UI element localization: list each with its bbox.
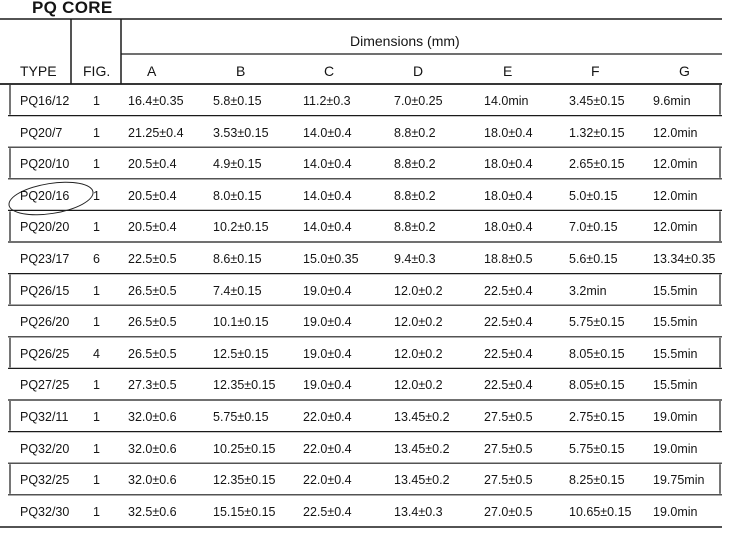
cell-type: PQ32/30 [20,504,70,519]
cell-b: 8.0±0.15 [213,188,262,203]
cell-type: PQ23/17 [20,252,70,266]
cell-f: 5.6±0.15 [569,252,618,266]
cell-g: 12.0min [653,125,698,140]
cell-f: 5.75±0.15 [569,315,625,330]
cell-fig: 1 [93,473,100,488]
cell-f: 8.05±0.15 [569,346,625,361]
column-header-e: E [503,63,513,79]
cell-d: 12.0±0.2 [394,283,443,298]
cell-c: 14.0±0.4 [303,157,352,172]
cell-c: 19.0±0.4 [303,378,352,393]
cell-b: 10.1±0.15 [213,315,269,330]
cell-b: 12.5±0.15 [213,346,269,361]
cell-type: PQ20/20 [20,220,70,235]
cell-b: 10.2±0.15 [213,220,269,235]
cell-c: 14.0±0.4 [303,125,352,140]
cell-c: 15.0±0.35 [303,252,359,266]
cell-e: 22.5±0.4 [484,315,533,330]
cell-g: 12.0min [653,188,698,203]
cell-g: 15.5min [653,378,698,393]
cell-c: 14.0±0.4 [303,220,352,235]
cell-g: 15.5min [653,283,698,298]
cell-fig: 1 [93,125,100,140]
cell-d: 8.8±0.2 [394,157,436,172]
cell-type: PQ32/11 [20,410,69,424]
cell-f: 5.0±0.15 [569,188,618,203]
column-header-a: A [147,63,157,79]
cell-fig: 1 [93,283,100,298]
cell-e: 18.0±0.4 [484,157,533,172]
cell-b: 15.15±0.15 [213,504,276,519]
cell-g: 15.5min [653,346,698,361]
cell-d: 13.45±0.2 [394,441,450,456]
cell-c: 22.0±0.4 [303,410,352,424]
cell-f: 3.45±0.15 [569,94,625,108]
cell-type: PQ16/12 [20,94,70,108]
cell-e: 22.5±0.4 [484,283,533,298]
cell-a: 20.5±0.4 [128,188,177,203]
cell-d: 7.0±0.25 [394,94,443,108]
cell-f: 8.25±0.15 [569,473,625,488]
cell-type: PQ32/25 [20,473,70,488]
cell-f: 2.65±0.15 [569,157,625,172]
column-header-c: C [324,63,335,79]
cell-f: 8.05±0.15 [569,378,625,393]
cell-type: PQ26/20 [20,315,70,330]
cell-g: 9.6min [653,94,691,108]
cell-a: 26.5±0.5 [128,346,177,361]
cell-d: 13.45±0.2 [394,473,450,488]
cell-a: 20.5±0.4 [128,220,177,235]
cell-f: 7.0±0.15 [569,220,618,235]
cell-d: 8.8±0.2 [394,125,436,140]
cell-d: 12.0±0.2 [394,315,443,330]
cell-d: 12.0±0.2 [394,346,443,361]
cell-type: PQ20/7 [20,125,63,140]
cell-a: 16.4±0.35 [128,94,184,108]
cell-a: 20.5±0.4 [128,157,177,172]
cell-b: 4.9±0.15 [213,157,262,172]
column-header-fig: FIG. [83,63,111,79]
cell-d: 12.0±0.2 [394,378,443,393]
cell-type: PQ20/16 [20,188,70,203]
cell-a: 32.0±0.6 [128,441,177,456]
cell-b: 7.4±0.15 [213,283,262,298]
column-header-type: TYPE [20,63,57,79]
cell-g: 19.0min [653,441,698,456]
cell-e: 22.5±0.4 [484,378,533,393]
cell-fig: 1 [93,378,100,393]
cell-b: 10.25±0.15 [213,441,276,456]
cell-f: 2.75±0.15 [569,410,625,424]
cell-b: 12.35±0.15 [213,378,276,393]
cell-b: 8.6±0.15 [213,252,262,266]
cell-fig: 1 [93,188,100,203]
cell-f: 5.75±0.15 [569,441,625,456]
cell-f: 1.32±0.15 [569,125,625,140]
cell-fig: 1 [93,94,100,108]
cell-e: 14.0min [484,94,529,108]
cell-g: 15.5min [653,315,698,330]
cell-a: 26.5±0.5 [128,283,177,298]
cell-f: 10.65±0.15 [569,504,632,519]
cell-fig: 6 [93,252,100,266]
cell-e: 27.5±0.5 [484,410,533,424]
cell-d: 8.8±0.2 [394,220,436,235]
cell-e: 22.5±0.4 [484,346,533,361]
cell-e: 18.0±0.4 [484,188,533,203]
column-header-g: G [679,63,690,79]
cell-type: PQ20/10 [20,157,70,172]
cell-d: 13.45±0.2 [394,410,450,424]
cell-d: 9.4±0.3 [394,252,436,266]
cell-fig: 1 [93,410,100,424]
cell-b: 3.53±0.15 [213,125,269,140]
cell-g: 19.0min [653,410,698,424]
column-header-b: B [236,63,246,79]
cell-c: 19.0±0.4 [303,283,352,298]
cell-c: 11.2±0.3 [303,94,351,108]
cell-type: PQ27/25 [20,378,70,393]
cell-fig: 1 [93,441,100,456]
column-header-dimensions: Dimensions (mm) [350,33,460,49]
cell-a: 27.3±0.5 [128,378,177,393]
cell-e: 18.8±0.5 [484,252,533,266]
cell-g: 13.34±0.35 [653,252,716,266]
cell-d: 8.8±0.2 [394,188,436,203]
cell-g: 12.0min [653,220,698,235]
cell-type: PQ26/15 [20,283,70,298]
cell-b: 5.8±0.15 [213,94,262,108]
cell-fig: 1 [93,220,100,235]
cell-b: 5.75±0.15 [213,410,269,424]
cell-f: 3.2min [569,283,607,298]
page-title: PQ CORE [32,0,113,17]
cell-fig: 1 [93,504,100,519]
cell-a: 32.0±0.6 [128,473,177,488]
cell-fig: 1 [93,157,100,172]
cell-c: 22.0±0.4 [303,473,352,488]
cell-c: 14.0±0.4 [303,188,352,203]
cell-c: 22.0±0.4 [303,441,352,456]
cell-e: 18.0±0.4 [484,125,533,140]
cell-a: 21.25±0.4 [128,125,184,140]
column-header-f: F [591,63,600,79]
cell-a: 32.0±0.6 [128,410,177,424]
cell-g: 12.0min [653,157,698,172]
cell-fig: 1 [93,315,100,330]
cell-g: 19.0min [653,504,698,519]
cell-type: PQ32/20 [20,441,70,456]
cell-c: 22.5±0.4 [303,504,352,519]
cell-c: 19.0±0.4 [303,346,352,361]
cell-a: 32.5±0.6 [128,504,177,519]
cell-b: 12.35±0.15 [213,473,276,488]
cell-a: 22.5±0.5 [128,252,177,266]
cell-e: 18.0±0.4 [484,220,533,235]
cell-type: PQ26/25 [20,346,70,361]
cell-d: 13.4±0.3 [394,504,443,519]
cell-e: 27.5±0.5 [484,441,533,456]
cell-fig: 4 [93,346,100,361]
cell-a: 26.5±0.5 [128,315,177,330]
cell-e: 27.5±0.5 [484,473,533,488]
cell-c: 19.0±0.4 [303,315,352,330]
cell-g: 19.75min [653,473,705,488]
cell-e: 27.0±0.5 [484,504,533,519]
column-header-d: D [413,63,424,79]
